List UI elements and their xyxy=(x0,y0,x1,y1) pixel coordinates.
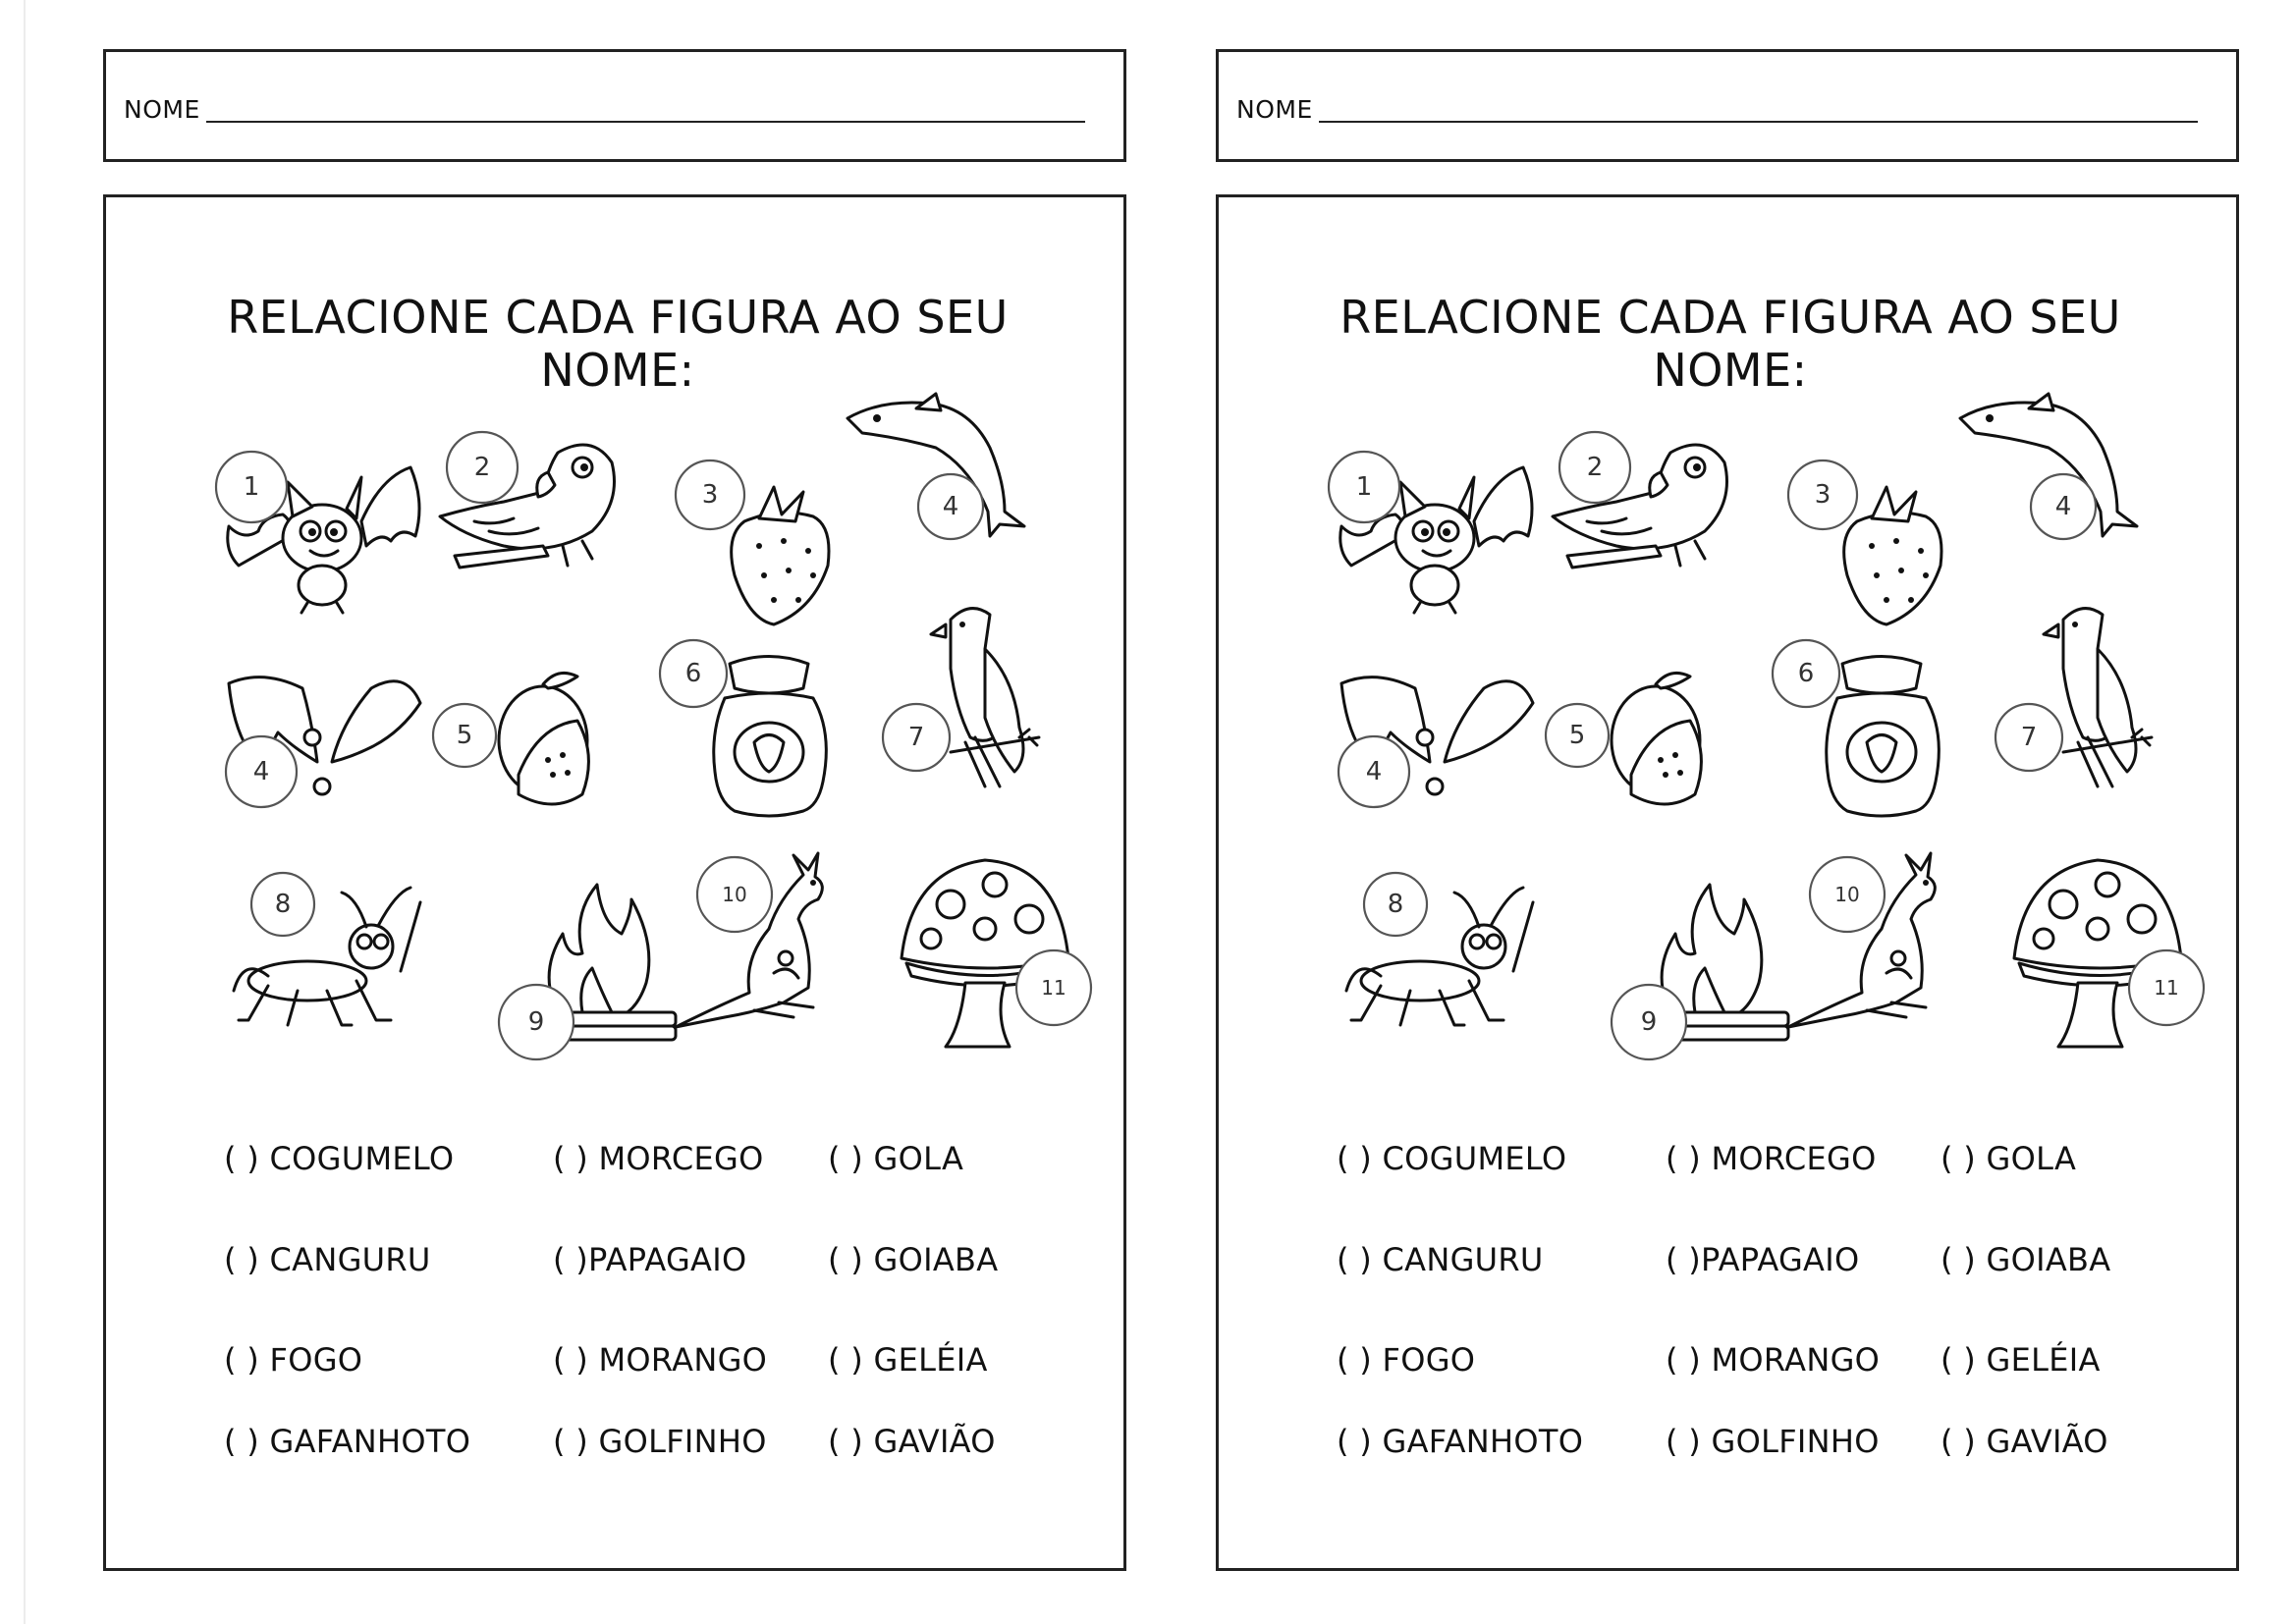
collar-figure xyxy=(224,664,430,860)
exercise-title xyxy=(1219,291,2242,397)
option-canguru[interactable]: ( ) CANGURU xyxy=(1337,1241,1544,1278)
worksheet-right xyxy=(1211,0,2252,1624)
option-gafanhoto[interactable]: ( ) GAFANHOTO xyxy=(1337,1423,1584,1460)
option-fogo[interactable]: ( ) FOGO xyxy=(224,1341,363,1379)
mushroom-figure xyxy=(2004,850,2211,1047)
figure-number: 2 xyxy=(473,453,491,482)
title-line-2: NOME: xyxy=(1653,344,1808,397)
number-badge xyxy=(2004,590,2211,786)
title-line-1: RELACIONE CADA FIGURA AO SEU xyxy=(1339,291,2121,344)
number-badge xyxy=(1778,448,1985,644)
figure-number: 5 xyxy=(456,721,473,750)
number-badge xyxy=(450,657,656,853)
option-papagaio[interactable]: ( )PAPAGAIO xyxy=(553,1241,747,1278)
guava-figure xyxy=(450,657,656,853)
grasshopper-figure xyxy=(229,873,435,1069)
option-morango[interactable]: ( ) MORANGO xyxy=(553,1341,768,1379)
number-badge xyxy=(1327,428,1533,624)
figure-number: 4 xyxy=(2054,492,2072,521)
name-box xyxy=(1216,49,2239,162)
name-input-line[interactable] xyxy=(1319,121,2198,123)
name-label: NOME xyxy=(124,95,200,124)
figure-number: 4 xyxy=(942,492,959,521)
option-goiaba[interactable]: ( ) GOIABA xyxy=(828,1241,999,1278)
figure-number: 10 xyxy=(722,883,747,906)
grasshopper-figure xyxy=(1341,873,1548,1069)
figure-number: 1 xyxy=(243,472,260,502)
number-badge xyxy=(892,590,1098,786)
option-geleia[interactable]: ( ) GELÉIA xyxy=(1941,1341,2101,1379)
option-morcego[interactable]: ( ) MORCEGO xyxy=(553,1140,764,1177)
figure-number: 4 xyxy=(252,757,270,786)
name-label: NOME xyxy=(1236,95,1313,124)
kangaroo-figure xyxy=(1769,845,1975,1042)
option-canguru[interactable]: ( ) CANGURU xyxy=(224,1241,431,1278)
number-badge xyxy=(1341,873,1548,1069)
figure-number: 11 xyxy=(1041,976,1066,1000)
collar-figure xyxy=(1337,664,1543,860)
parrot-figure xyxy=(435,408,641,605)
title-line-1: RELACIONE CADA FIGURA AO SEU xyxy=(227,291,1009,344)
figure-number: 8 xyxy=(1387,890,1404,919)
guava-figure xyxy=(1562,657,1769,853)
option-gaviao[interactable]: ( ) GAVIÃO xyxy=(828,1423,996,1460)
figure-number: 3 xyxy=(701,480,719,510)
option-gola[interactable]: ( ) GOLA xyxy=(1941,1140,2077,1177)
option-geleia[interactable]: ( ) GELÉIA xyxy=(828,1341,988,1379)
figure-number: 6 xyxy=(1797,659,1815,688)
option-cogumelo[interactable]: ( ) COGUMELO xyxy=(1337,1140,1567,1177)
mushroom-figure xyxy=(892,850,1098,1047)
option-golfinho[interactable]: ( ) GOLFINHO xyxy=(553,1423,767,1460)
number-badge xyxy=(1548,408,1754,605)
figure-number: 9 xyxy=(1640,1007,1658,1037)
number-badge xyxy=(1337,664,1543,860)
option-morango[interactable]: ( ) MORANGO xyxy=(1666,1341,1881,1379)
scan-edge xyxy=(24,0,26,1624)
option-gaviao[interactable]: ( ) GAVIÃO xyxy=(1941,1423,2108,1460)
number-badge xyxy=(2004,850,2211,1047)
number-badge xyxy=(656,845,862,1042)
number-badge xyxy=(666,448,872,644)
kangaroo-figure xyxy=(656,845,862,1042)
number-badge xyxy=(1955,389,2161,585)
figure-number: 10 xyxy=(1834,883,1860,906)
number-badge xyxy=(435,408,641,605)
hawk-figure xyxy=(2004,590,2211,786)
bat-figure xyxy=(214,428,420,624)
number-badge xyxy=(1769,845,1975,1042)
option-goiaba[interactable]: ( ) GOIABA xyxy=(1941,1241,2111,1278)
parrot-figure xyxy=(1548,408,1754,605)
figure-number: 5 xyxy=(1568,721,1586,750)
number-badge xyxy=(843,389,1049,585)
option-cogumelo[interactable]: ( ) COGUMELO xyxy=(224,1140,455,1177)
title-line-2: NOME: xyxy=(540,344,695,397)
exercise-title xyxy=(106,291,1129,397)
figure-number: 2 xyxy=(1586,453,1604,482)
number-badge xyxy=(1562,657,1769,853)
figure-number: 9 xyxy=(527,1007,545,1037)
bat-figure xyxy=(1327,428,1533,624)
number-badge xyxy=(892,850,1098,1047)
figure-number: 7 xyxy=(2020,723,2038,752)
dolphin-figure xyxy=(1955,389,2161,585)
number-badge xyxy=(229,873,435,1069)
number-badge xyxy=(671,644,877,840)
hawk-figure xyxy=(892,590,1098,786)
jam-jar-figure xyxy=(1783,644,1990,840)
option-papagaio[interactable]: ( )PAPAGAIO xyxy=(1666,1241,1860,1278)
strawberry-figure xyxy=(1778,448,1985,644)
worksheet-left xyxy=(98,0,1139,1624)
figure-number: 6 xyxy=(684,659,702,688)
figure-number: 3 xyxy=(1814,480,1831,510)
number-badge xyxy=(224,664,430,860)
exercise-box xyxy=(1216,194,2239,1571)
figure-number: 11 xyxy=(2154,976,2179,1000)
number-badge xyxy=(214,428,420,624)
option-golfinho[interactable]: ( ) GOLFINHO xyxy=(1666,1423,1880,1460)
option-morcego[interactable]: ( ) MORCEGO xyxy=(1666,1140,1877,1177)
option-fogo[interactable]: ( ) FOGO xyxy=(1337,1341,1476,1379)
number-badge xyxy=(1783,644,1990,840)
figure-number: 8 xyxy=(274,890,292,919)
figure-number: 4 xyxy=(1365,757,1383,786)
name-input-line[interactable] xyxy=(206,121,1085,123)
figure-number: 1 xyxy=(1355,472,1373,502)
name-box xyxy=(103,49,1126,162)
option-gola[interactable]: ( ) GOLA xyxy=(828,1140,964,1177)
jam-jar-figure xyxy=(671,644,877,840)
exercise-box xyxy=(103,194,1126,1571)
dolphin-figure xyxy=(843,389,1049,585)
strawberry-figure xyxy=(666,448,872,644)
figure-number: 7 xyxy=(907,723,925,752)
option-gafanhoto[interactable]: ( ) GAFANHOTO xyxy=(224,1423,471,1460)
